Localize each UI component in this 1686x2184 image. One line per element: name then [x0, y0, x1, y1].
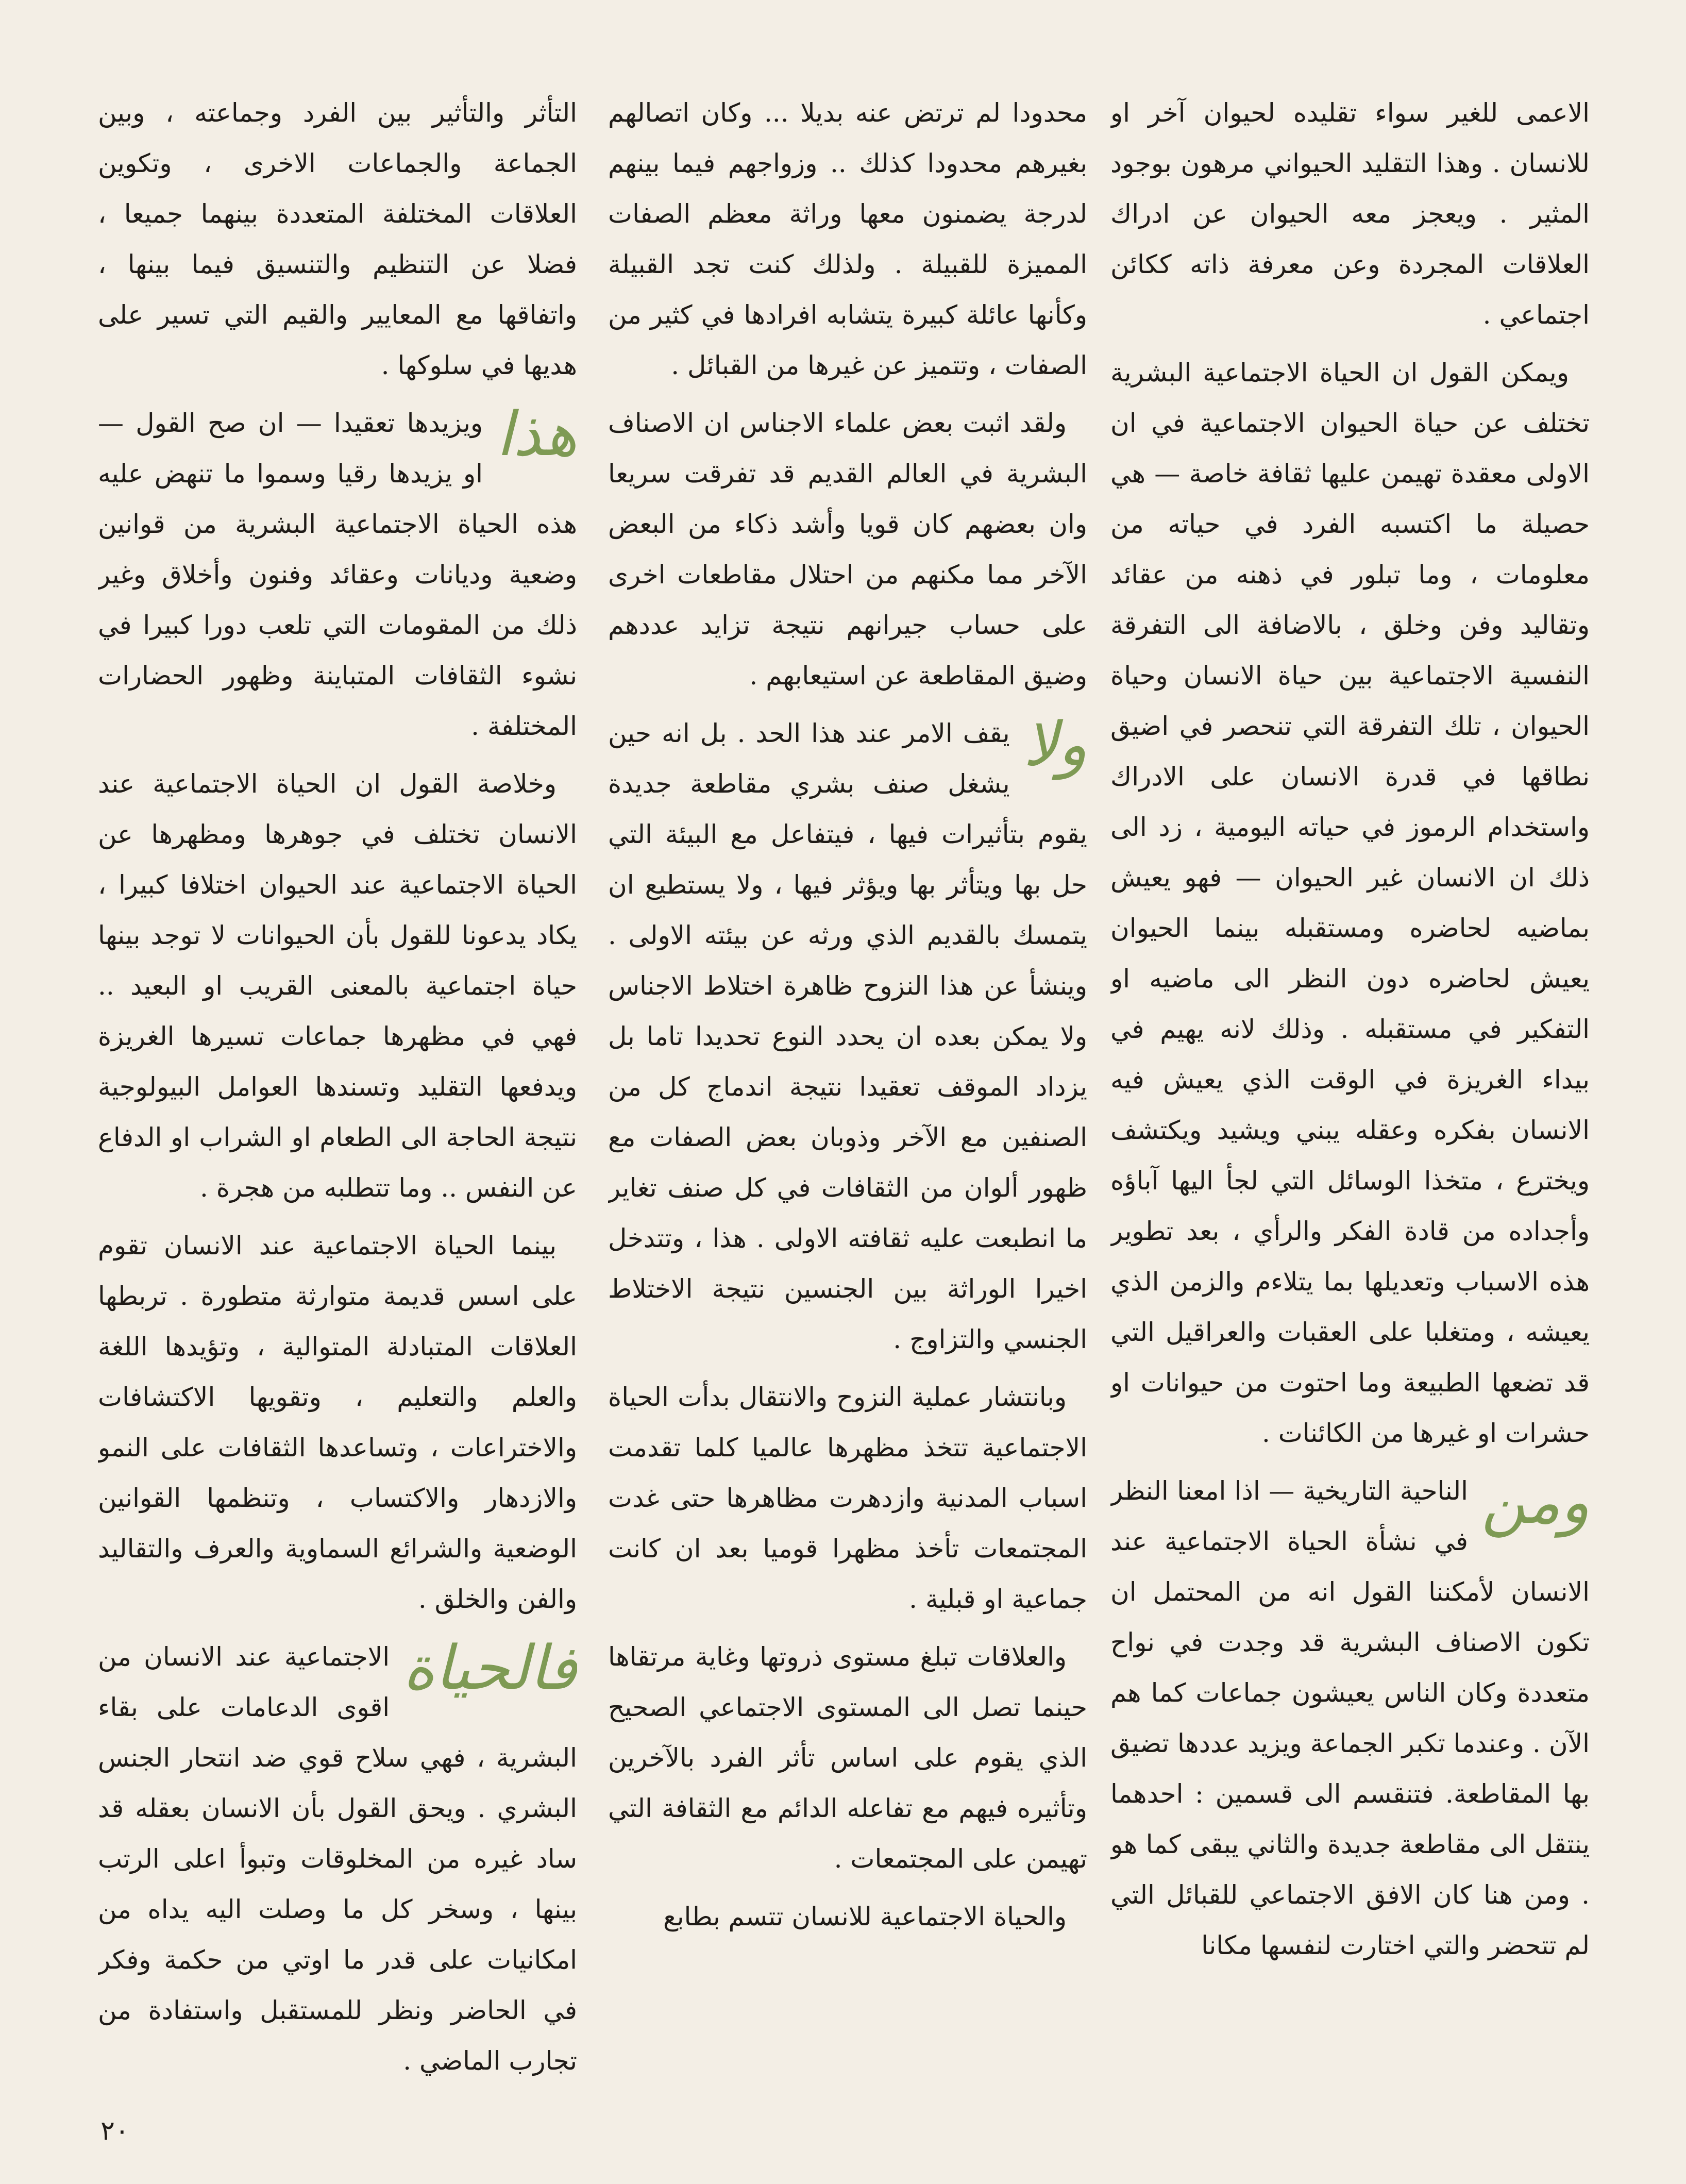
decorative-initial: فالحياة: [403, 1632, 577, 1703]
page-number: ٢٠: [100, 2115, 129, 2146]
text-column-right: [1110, 88, 1590, 2097]
paragraph: ويمكن القول ان الحياة الاجتماعية البشرية تختلف عن حياة الحيوان الاجتماعية في ان الاولى معقدة تهيمن عليها ثقافة خاصة — هي حصيلة ما اكتسبه الفرد في حياته من معلومات ، وما تبلور في ذهنه من عقائد وتقاليد وفن وخلق ، بالاضافة الى التفرقة النفسية الاجتماعية بين حياة الانسان وحياة الحيوان ، تلك التفرقة التي تنحصر في اضيق نطاقها في قدرة الانسان على الادراك واستخدام الرموز في حياته اليومية ، زد الى ذلك ان الانسان غير الحيوان — فهو يعيش بماضيه لحاضره ومستقبله بينما الحيوان يعيش لحاضره دون النظر الى ماضيه او التفكير في مستقبله . وذلك لانه يهيم في بيداء الغريزة في الوقت الذي يعيش فيه الانسان بفكره وعقله يبني ويشيد ويكتشف ويخترع ، متخذا الوسائل التي لجأ اليها آباؤه وأجداده من قادة الفكر والرأي ، بعد تطوير هذه الاسباب وتعديلها بما يتلاءم والزمن الذي يعيشه ، ومتغلبا على العقبات والعراقيل التي قد تضعها الطبيعة وما احتوت من حيوانات او حشرات او غيرها من الكائنات .: [1110, 358, 1590, 1448]
paragraph: محدودا لم ترتض عنه بديلا ... وكان اتصالهم بغيرهم محدودا كذلك .. وزواجهم فيما بينهم لدرجة يضمنون معها وراثة معظم الصفات المميزة للقبيلة . ولذلك كنت تجد القبيلة وكأنها عائلة كبيرة يتشابه افرادها في كثير من الصفات ، وتتميز عن غيرها من القبائل .: [608, 98, 1087, 380]
decorative-initial: ومن: [1481, 1466, 1590, 1537]
decorative-initial: ولا: [1023, 709, 1087, 780]
paragraph: ولقد اثبت بعض علماء الاجناس ان الاصناف البشرية في العالم القديم قد تفرقت سريعا وان بعضهم كان قويا وأشد ذكاء من البعض الآخر مما مكنهم من احتلال مقاطعات اخرى على حساب جيرانهم نتيجة تزايد عددهم وضيق المقاطعة عن استيعابهم .: [608, 408, 1087, 691]
paragraph: والحياة الاجتماعية للانسان تتسم بطابع: [663, 1902, 1067, 1931]
paragraph: التأثر والتأثير بين الفرد وجماعته ، وبين الجماعة والجماعات الاخرى ، وتكوين العلاقات المختلفة المتعددة بينهما جميعا ، فضلا عن التنظيم والتنسيق فيما بينها ، واتفاقها مع المعايير والقيم التي تسير على هديها في سلوكها .: [98, 98, 577, 380]
paragraph: هذا ويزيدها تعقيدا — ان صح القول — او يزيدها رقيا وسموا ما تنهض عليه هذه الحياة الاجتماعية البشرية من قوانين وضعية وديانات وعقائد وفنون وأخلاق وغير ذلك من المقومات التي تلعب دورا كبيرا في نشوء الثقافات المتباينة وظهور الحضارات المختلفة .: [98, 398, 577, 741]
paragraph: وخلاصة القول ان الحياة الاجتماعية عند الانسان تختلف في جوهرها ومظهرها عن الحياة الاجتماعية عند الحيوان اختلافا كبيرا ، يكاد يدعونا للقول بأن الحيوانات لا توجد بينها حياة اجتماعية بالمعنى القريب او البعيد .. فهي في مظهرها جماعات تسيرها الغريزة ويدفعها التقليد وتسندها العوامل البيولوجية نتيجة الحاجة الى الطعام او الشراب او الدفاع عن النفس .. وما تتطلبه من هجرة .: [98, 769, 577, 1203]
text-column-middle: [608, 88, 1087, 2097]
paragraph: ولا يقف الامر عند هذا الحد . بل انه حين يشغل صنف بشري مقاطعة جديدة يقوم بتأثيرات فيها ، فيتفاعل مع البيئة التي حل بها ويتأثر بها ويؤثر فيها ، ولا يستطيع ان يتمسك بالقديم الذي ورثه عن بيئته الاولى . وينشأ عن هذا النزوح ظاهرة اختلاط الاجناس ولا يمكن بعده ان يحدد النوع تحديدا تاما بل يزداد الموقف تعقيدا نتيجة اندماج كل من الصنفين مع الآخر وذوبان بعض الصفات مع ظهور ألوان من الثقافات في كل صنف تغاير ما انطبعت عليه ثقافته الاولى . هذا ، وتتدخل اخيرا الوراثة بين الجنسين نتيجة الاختلاط الجنسي والتزاوج .: [608, 709, 1087, 1354]
paragraph: بينما الحياة الاجتماعية عند الانسان تقوم على اسس قديمة متوارثة متطورة . تربطها العلاقات المتبادلة المتوالية ، وتؤيدها اللغة والعلم والتعليم ، وتقويها الاكتشافات والاختراعات ، وتساعدها الثقافات على النمو والازدهار والاكتساب ، وتنظمها القوانين الوضعية والشرائع السماوية والعرف والتقاليد والفن والخلق .: [98, 1231, 577, 1614]
paragraph: الاعمى للغير سواء تقليده لحيوان آخر او للانسان . وهذا التقليد الحيواني مرهون بوجود المثير . ويعجز معه الحيوان عن ادراك العلاقات المجردة وعن معرفة ذاته ككائن اجتماعي .: [1110, 98, 1590, 330]
paragraph: فالحياة الاجتماعية عند الانسان من اقوى الدعامات على بقاء البشرية ، فهي سلاح قوي ضد انتحار الجنس البشري . ويحق القول بأن الانسان بعقله قد ساد غيره من المخلوقات وتبوأ اعلى الرتب بينها ، وسخر كل ما وصلت اليه يداه من امكانيات على قدر ما اوتي من حكمة وفكر في الحاضر ونظر للمستقبل واستفادة من تجارب الماضي .: [98, 1632, 577, 2076]
text-column-left: [98, 88, 577, 2097]
decorative-initial: هذا: [496, 398, 577, 469]
paragraph: والعلاقات تبلغ مستوى ذروتها وغاية مرتقاها حينما تصل الى المستوى الاجتماعي الصحيح الذي يقوم على اساس تأثر الفرد بالآخرين وتأثيره فيهم مع تفاعله الدائم مع الثقافة التي تهيمن على المجتمعات .: [608, 1642, 1087, 1874]
paragraph: وبانتشار عملية النزوح والانتقال بدأت الحياة الاجتماعية تتخذ مظهرها عالميا كلما تقدمت اسباب المدنية وازدهرت مظاهرها حتى غدت المجتمعات تأخذ مظهرا قوميا بعد ان كانت جماعية او قبلية .: [608, 1382, 1087, 1614]
paragraph: ومن الناحية التاريخية — اذا امعنا النظر في نشأة الحياة الاجتماعية عند الانسان لأمكننا القول انه من المحتمل ان تكون الاصناف البشرية قد وجدت في نواح متعددة وكان الناس يعيشون جماعات كما هم الآن . وعندما تكبر الجماعة ويزيد عددها تضيق بها المقاطعة. فتنقسم الى قسمين : احدهما ينتقل الى مقاطعة جديدة والثاني يبقى كما هو . ومن هنا كان الافق الاجتماعي للقبائل التي لم تتحضر والتي اختارت لنفسها مكانا: [1110, 1466, 1590, 1960]
